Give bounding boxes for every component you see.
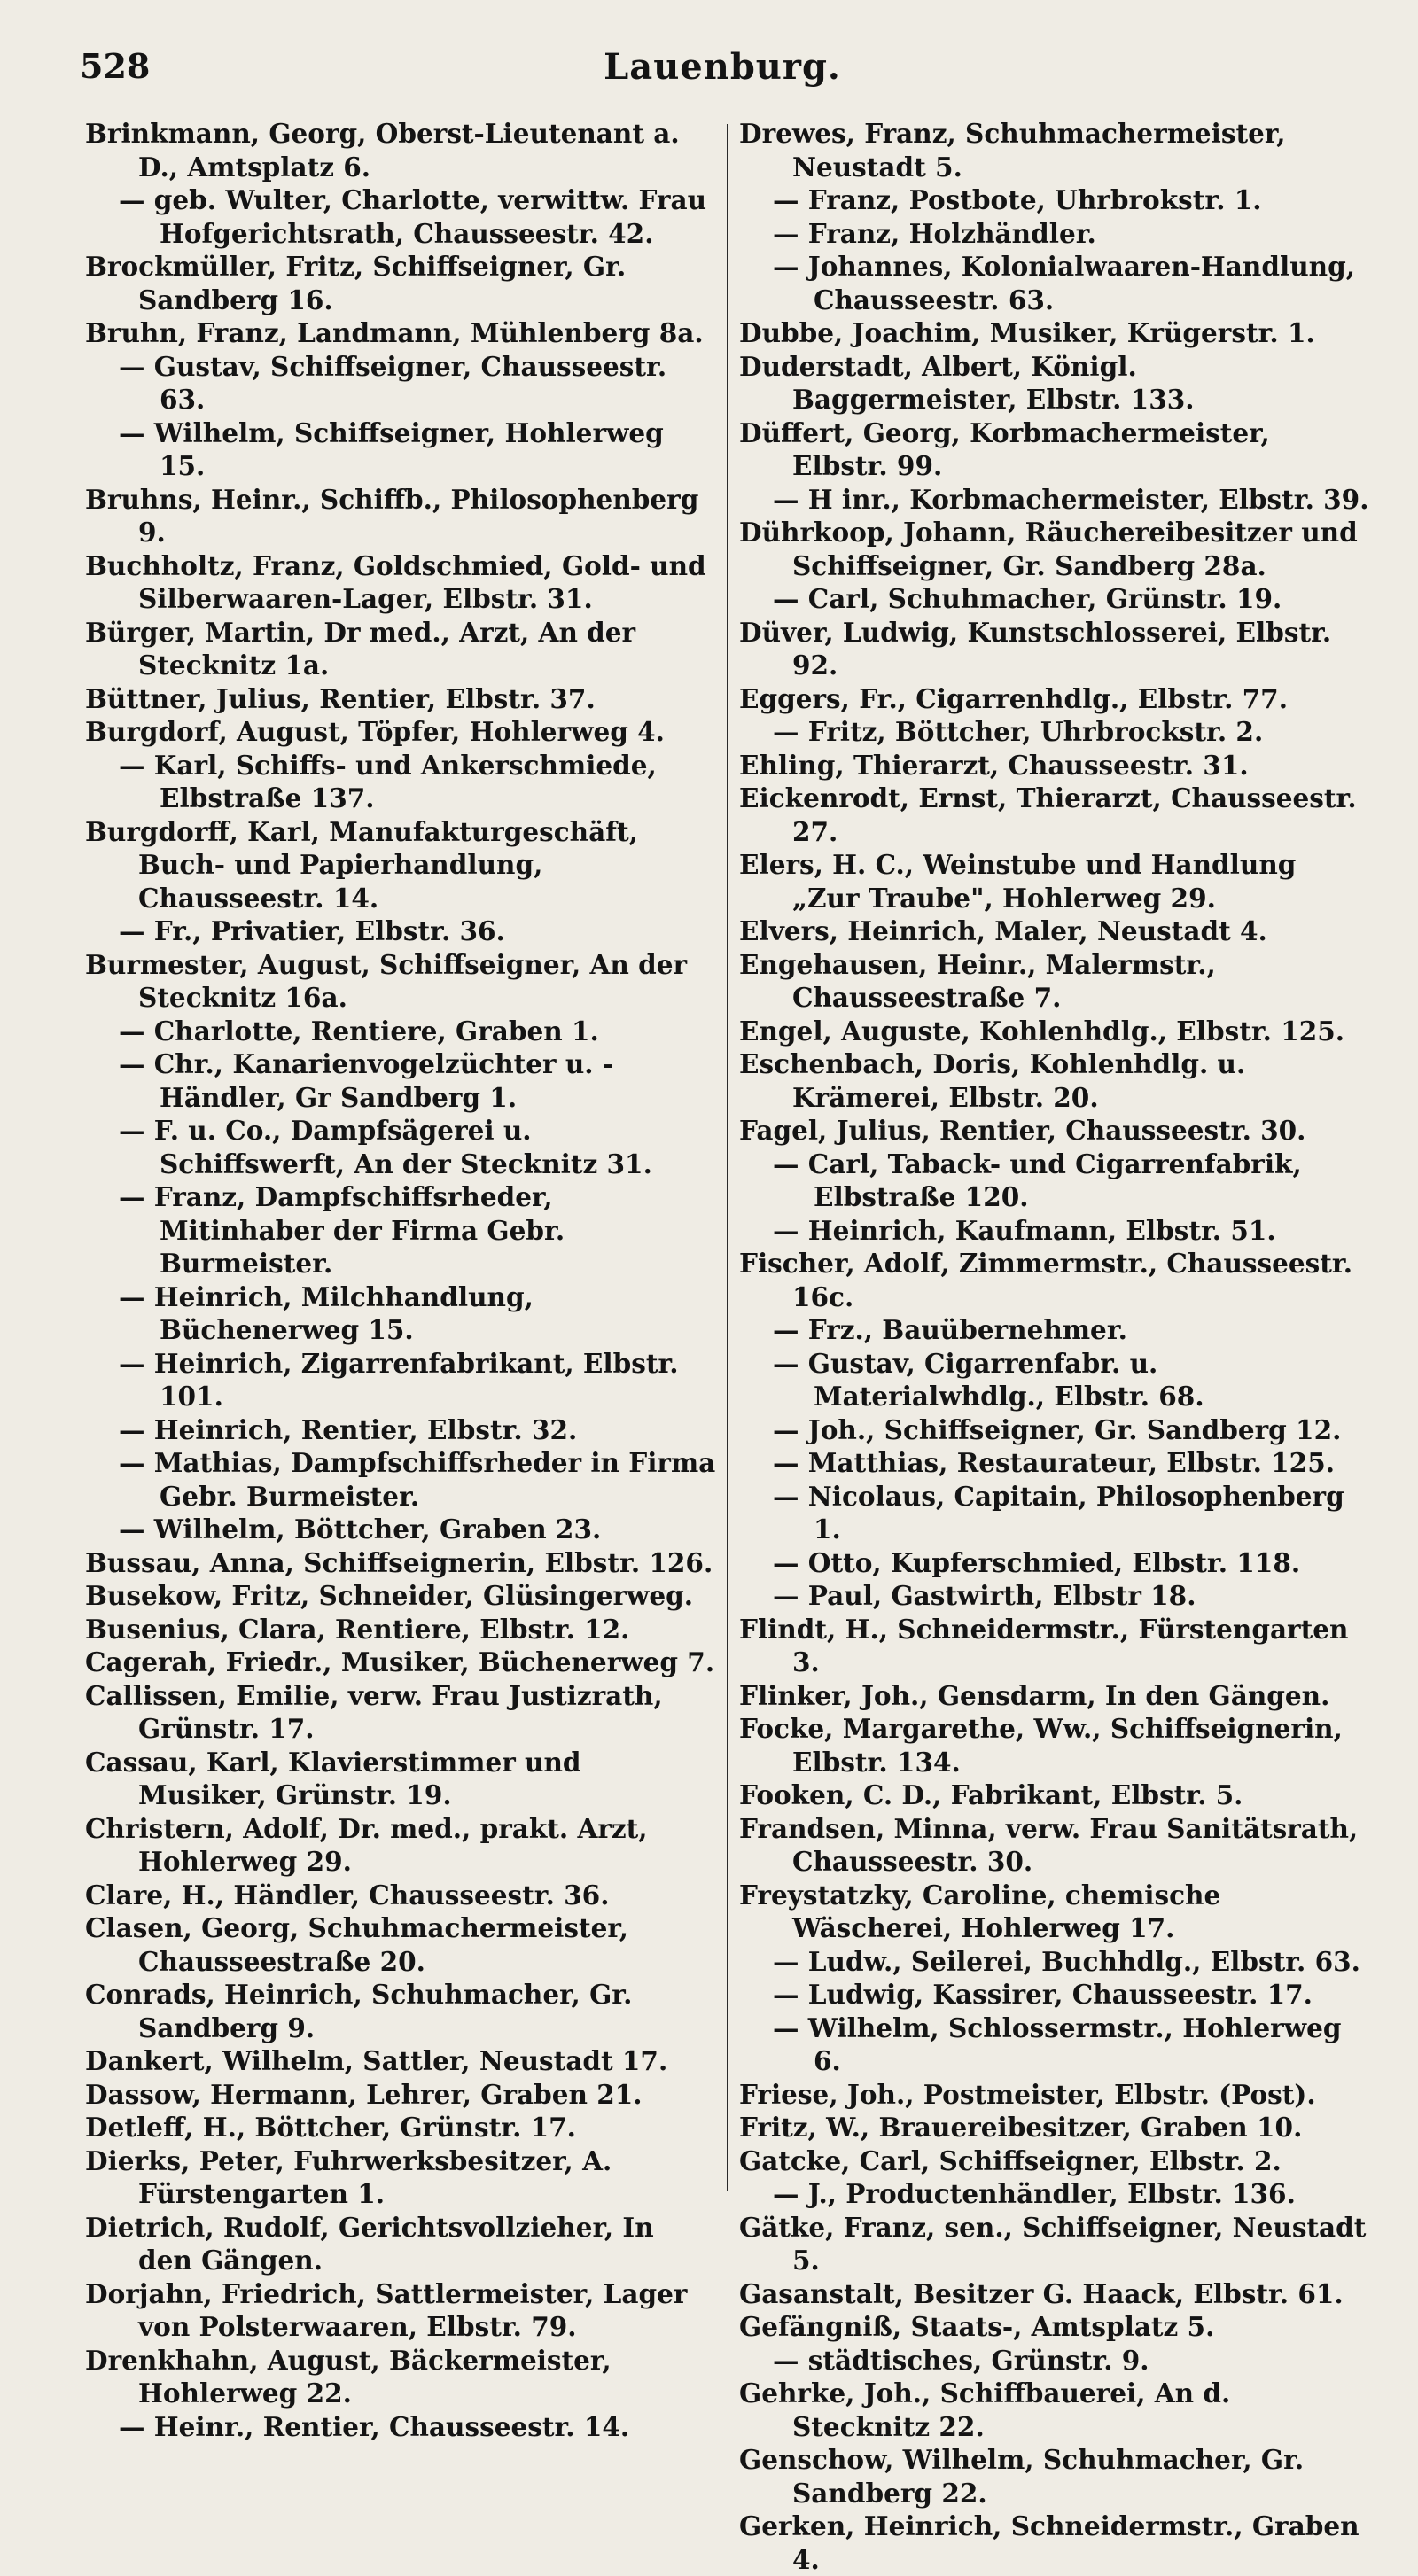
- directory-entry: Burgdorf, August, Töpfer, Hohlerweg 4.: [85, 716, 665, 747]
- directory-entry: — Carl, Schuhmacher, Grünstr. 19.: [773, 583, 1282, 614]
- directory-entry: Ehling, Thierarzt, Chausseestr. 31.: [739, 749, 1249, 781]
- directory-entry: Engel, Auguste, Kohlenhdlg., Elbstr. 125.: [739, 1015, 1345, 1047]
- directory-entry: Flinker, Joh., Gensdarm, In den Gängen.: [739, 1679, 1330, 1711]
- directory-entry: — Heinrich, Milchhandlung, Büchenerweg 15.: [119, 1280, 543, 1345]
- directory-entry: Dubbe, Joachim, Musiker, Krügerstr. 1.: [739, 317, 1315, 348]
- directory-entry: Christern, Adolf, Dr. med., prakt. Arzt, Hohlerweg 29.: [85, 1812, 657, 1877]
- directory-entry: Drewes, Franz, Schuhmachermeister, Neustadt 5.: [739, 118, 1295, 183]
- directory-entry: Gasanstalt, Besitzer G. Haack, Elbstr. 61.: [739, 2277, 1344, 2309]
- directory-entry: Bussau, Anna, Schiffseignerin, Elbstr. 126.: [85, 1546, 713, 1578]
- directory-entry: Dierks, Peter, Fuhrwerksbesitzer, A. Fürstengarten 1.: [85, 2144, 621, 2209]
- directory-entry: Genschow, Wilhelm, Schuhmacher, Gr. Sandberg 22.: [739, 2444, 1313, 2509]
- directory-entry: — Frz., Bauübernehmer.: [773, 1314, 1127, 1345]
- directory-entry: Elers, H. C., Weinstube und Handlung „Zur Traube", Hohlerweg 29.: [739, 849, 1305, 914]
- directory-entry: — Ludw., Seilerei, Buchhdlg., Elbstr. 63.: [773, 1945, 1360, 1977]
- directory-entry: Friese, Joh., Postmeister, Elbstr. (Post).: [739, 2078, 1316, 2110]
- directory-entry: Detleff, H., Böttcher, Grünstr. 17.: [85, 2112, 576, 2143]
- directory-entry: — Wilhelm, Schiffseigner, Hohlerweg 15.: [119, 416, 674, 481]
- directory-entry: Bruhn, Franz, Landmann, Mühlenberg 8a.: [85, 317, 704, 348]
- page-header: [80, 46, 1365, 96]
- directory-entry: Fritz, W., Brauereibesitzer, Graben 10.: [739, 2112, 1303, 2143]
- directory-entry: Düffert, Georg, Korbmachermeister, Elbstr. 99.: [739, 416, 1280, 481]
- directory-entry: Bürger, Martin, Dr med., Arzt, An der Stecknitz 1a.: [85, 616, 645, 681]
- left-column: [85, 117, 727, 2442]
- directory-entry: — Carl, Taback- und Cigarrenfabrik, Elbstraße 120.: [773, 1148, 1312, 1212]
- directory-entry: Buchholtz, Franz, Goldschmied, Gold- und Silberwaaren-Lager, Elbstr. 31.: [85, 549, 715, 614]
- directory-entry: Fischer, Adolf, Zimmermstr., Chausseestr. 16c.: [739, 1248, 1362, 1312]
- directory-entry: Callissen, Emilie, verw. Frau Justizrath, Grünstr. 17.: [85, 1679, 672, 1744]
- directory-columns: [85, 117, 1375, 2575]
- directory-entry: — Heinrich, Rentier, Elbstr. 32.: [119, 1413, 578, 1445]
- directory-entry: Eschenbach, Doris, Kohlenhdlg. u. Krämerei, Elbstr. 20.: [739, 1048, 1255, 1113]
- directory-entry: Gatcke, Carl, Schiffseigner, Elbstr. 2.: [739, 2144, 1282, 2176]
- directory-entry: Clasen, Georg, Schuhmachermeister, Chausseestraße 20.: [85, 1912, 638, 1977]
- directory-entry: Burmester, August, Schiffseigner, An der Stecknitz 16a.: [85, 948, 697, 1013]
- directory-entry: Dankert, Wilhelm, Sattler, Neustadt 17.: [85, 2045, 668, 2076]
- directory-entry: — Charlotte, Rentiere, Graben 1.: [119, 1015, 599, 1047]
- directory-entry: — Gustav, Cigarrenfabr. u. Materialwhdlg., Elbstr. 68.: [773, 1347, 1204, 1412]
- directory-entry: — Karl, Schiffs- und Ankerschmiede, Elbstraße 137.: [119, 749, 666, 813]
- directory-entry: Gerken, Heinrich, Schneidermstr., Graben 4.: [739, 2510, 1368, 2575]
- directory-entry: Eggers, Fr., Cigarrenhdlg., Elbstr. 77.: [739, 682, 1288, 714]
- directory-entry: Drenkhahn, August, Bäckermeister, Hohlerweg 22.: [85, 2344, 620, 2409]
- directory-entry: — Fr., Privatier, Elbstr. 36.: [119, 915, 505, 946]
- directory-entry: Freystatzky, Caroline, chemische Wäscherei, Hohlerweg 17.: [739, 1879, 1230, 1943]
- directory-entry: — Matthias, Restaurateur, Elbstr. 125.: [773, 1447, 1336, 1478]
- directory-entry: Elvers, Heinrich, Maler, Neustadt 4.: [739, 915, 1267, 946]
- directory-entry: — Heinr., Rentier, Chausseestr. 14.: [119, 2410, 630, 2442]
- directory-entry: Burgdorff, Karl, Manufakturgeschäft, Buch- und Papierhandlung, Chausseestr. 14.: [85, 815, 648, 914]
- directory-entry: Brinkmann, Georg, Oberst-Lieutenant a. D., Amtsplatz 6.: [85, 118, 689, 183]
- directory-entry: Bruhns, Heinr., Schiffb., Philosophenberg 9.: [85, 483, 708, 548]
- directory-entry: — J., Productenhändler, Elbstr. 136.: [773, 2178, 1296, 2209]
- directory-entry: Brockmüller, Fritz, Schiffseigner, Gr. Sandberg 16.: [85, 251, 635, 315]
- directory-entry: Duderstadt, Albert, Königl. Baggermeister, Elbstr. 133.: [739, 350, 1195, 415]
- directory-entry: — Gustav, Schiffseigner, Chausseestr. 63.: [119, 350, 676, 415]
- directory-entry: Clare, H., Händler, Chausseestr. 36.: [85, 1879, 610, 1911]
- directory-entry: Dassow, Hermann, Lehrer, Graben 21.: [85, 2078, 643, 2110]
- directory-entry: Büttner, Julius, Rentier, Elbstr. 37.: [85, 682, 596, 714]
- directory-entry: Dorjahn, Friedrich, Sattlermeister, Lager von Polsterwaaren, Elbstr. 79.: [85, 2277, 697, 2342]
- directory-entry: Gätke, Franz, sen., Schiffseigner, Neustadt 5.: [739, 2211, 1375, 2276]
- directory-entry: — Joh., Schiffseigner, Gr. Sandberg 12.: [773, 1413, 1342, 1445]
- directory-entry: — geb. Wulter, Charlotte, verwittw. Frau Hofgerichtsrath, Chausseestr. 42.: [119, 184, 716, 249]
- page-number: 528: [80, 46, 151, 86]
- directory-entry: — städtisches, Grünstr. 9.: [773, 2344, 1149, 2376]
- directory-entry: Frandsen, Minna, verw. Frau Sanitätsrath, Chausseestr. 30.: [739, 1812, 1367, 1877]
- directory-entry: — Fritz, Böttcher, Uhrbrockstr. 2.: [773, 716, 1264, 747]
- directory-entry: — Johannes, Kolonialwaaren-Handlung, Chausseestr. 63.: [773, 251, 1365, 315]
- directory-entry: — Heinrich, Zigarrenfabrikant, Elbstr. 101.: [119, 1347, 688, 1412]
- directory-entry: Engehausen, Heinr., Malermstr., Chausseestraße 7.: [739, 948, 1226, 1013]
- directory-entry: — Wilhelm, Böttcher, Graben 23.: [119, 1514, 602, 1545]
- directory-entry: Busenius, Clara, Rentiere, Elbstr. 12.: [85, 1613, 630, 1645]
- directory-entry: Gefängniß, Staats-, Amtsplatz 5.: [739, 2311, 1215, 2342]
- directory-entry: — Paul, Gastwirth, Elbstr 18.: [773, 1580, 1196, 1611]
- directory-entry: — Franz, Dampfschiffsrheder, Mitinhaber der Firma Gebr. Burmeister.: [119, 1181, 574, 1279]
- directory-entry: — H inr., Korbmachermeister, Elbstr. 39.: [773, 483, 1369, 515]
- directory-entry: — Heinrich, Kaufmann, Elbstr. 51.: [773, 1214, 1276, 1246]
- directory-entry: Cagerah, Friedr., Musiker, Büchenerweg 7.: [85, 1646, 715, 1677]
- directory-entry: — Chr., Kanarienvogelzüchter u. -Händler, Gr Sandberg 1.: [119, 1048, 614, 1113]
- directory-entry: Focke, Margarethe, Ww., Schiffseignerin, Elbstr. 134.: [739, 1713, 1352, 1778]
- directory-entry: Düver, Ludwig, Kunstschlosserei, Elbstr. 92.: [739, 616, 1341, 681]
- directory-entry: — Franz, Holzhändler.: [773, 217, 1096, 249]
- directory-entry: — Mathias, Dampfschiffsrheder in Firma Gebr. Burmeister.: [119, 1447, 725, 1512]
- running-title: Lauenburg.: [604, 46, 841, 88]
- directory-entry: Dührkoop, Johann, Räuchereibesitzer und Schiffseigner, Gr. Sandberg 28a.: [739, 517, 1367, 581]
- directory-entry: Fooken, C. D., Fabrikant, Elbstr. 5.: [739, 1779, 1243, 1810]
- directory-entry: Fagel, Julius, Rentier, Chausseestr. 30.: [739, 1115, 1306, 1146]
- directory-entry: — Ludwig, Kassirer, Chausseestr. 17.: [773, 1979, 1313, 2010]
- directory-entry: Flindt, H., Schneidermstr., Fürstengarten 3.: [739, 1613, 1358, 1677]
- right-column: [728, 117, 1375, 2575]
- directory-entry: Dietrich, Rudolf, Gerichtsvollzieher, In den Gängen.: [85, 2211, 663, 2276]
- directory-entry: — Otto, Kupferschmied, Elbstr. 118.: [773, 1546, 1301, 1578]
- directory-entry: Busekow, Fritz, Schneider, Glüsingerweg.: [85, 1580, 694, 1611]
- directory-entry: Gehrke, Joh., Schiffbauerei, An d. Stecknitz 22.: [739, 2378, 1240, 2442]
- directory-entry: — Nicolaus, Capitain, Philosophenberg 1.: [773, 1480, 1354, 1545]
- directory-entry: — Wilhelm, Schlossermstr., Hohlerweg 6.: [773, 2012, 1351, 2076]
- directory-entry: — F. u. Co., Dampfsägerei u. Schiffswerft, An der Stecknitz 31.: [119, 1115, 652, 1179]
- directory-entry: Cassau, Karl, Klavierstimmer und Musiker, Grünstr. 19.: [85, 1746, 590, 1810]
- directory-entry: Eickenrodt, Ernst, Thierarzt, Chausseestr. 27.: [739, 782, 1366, 847]
- directory-entry: — Franz, Postbote, Uhrbrokstr. 1.: [773, 184, 1262, 215]
- directory-entry: Conrads, Heinrich, Schuhmacher, Gr. Sandberg 9.: [85, 1979, 642, 2043]
